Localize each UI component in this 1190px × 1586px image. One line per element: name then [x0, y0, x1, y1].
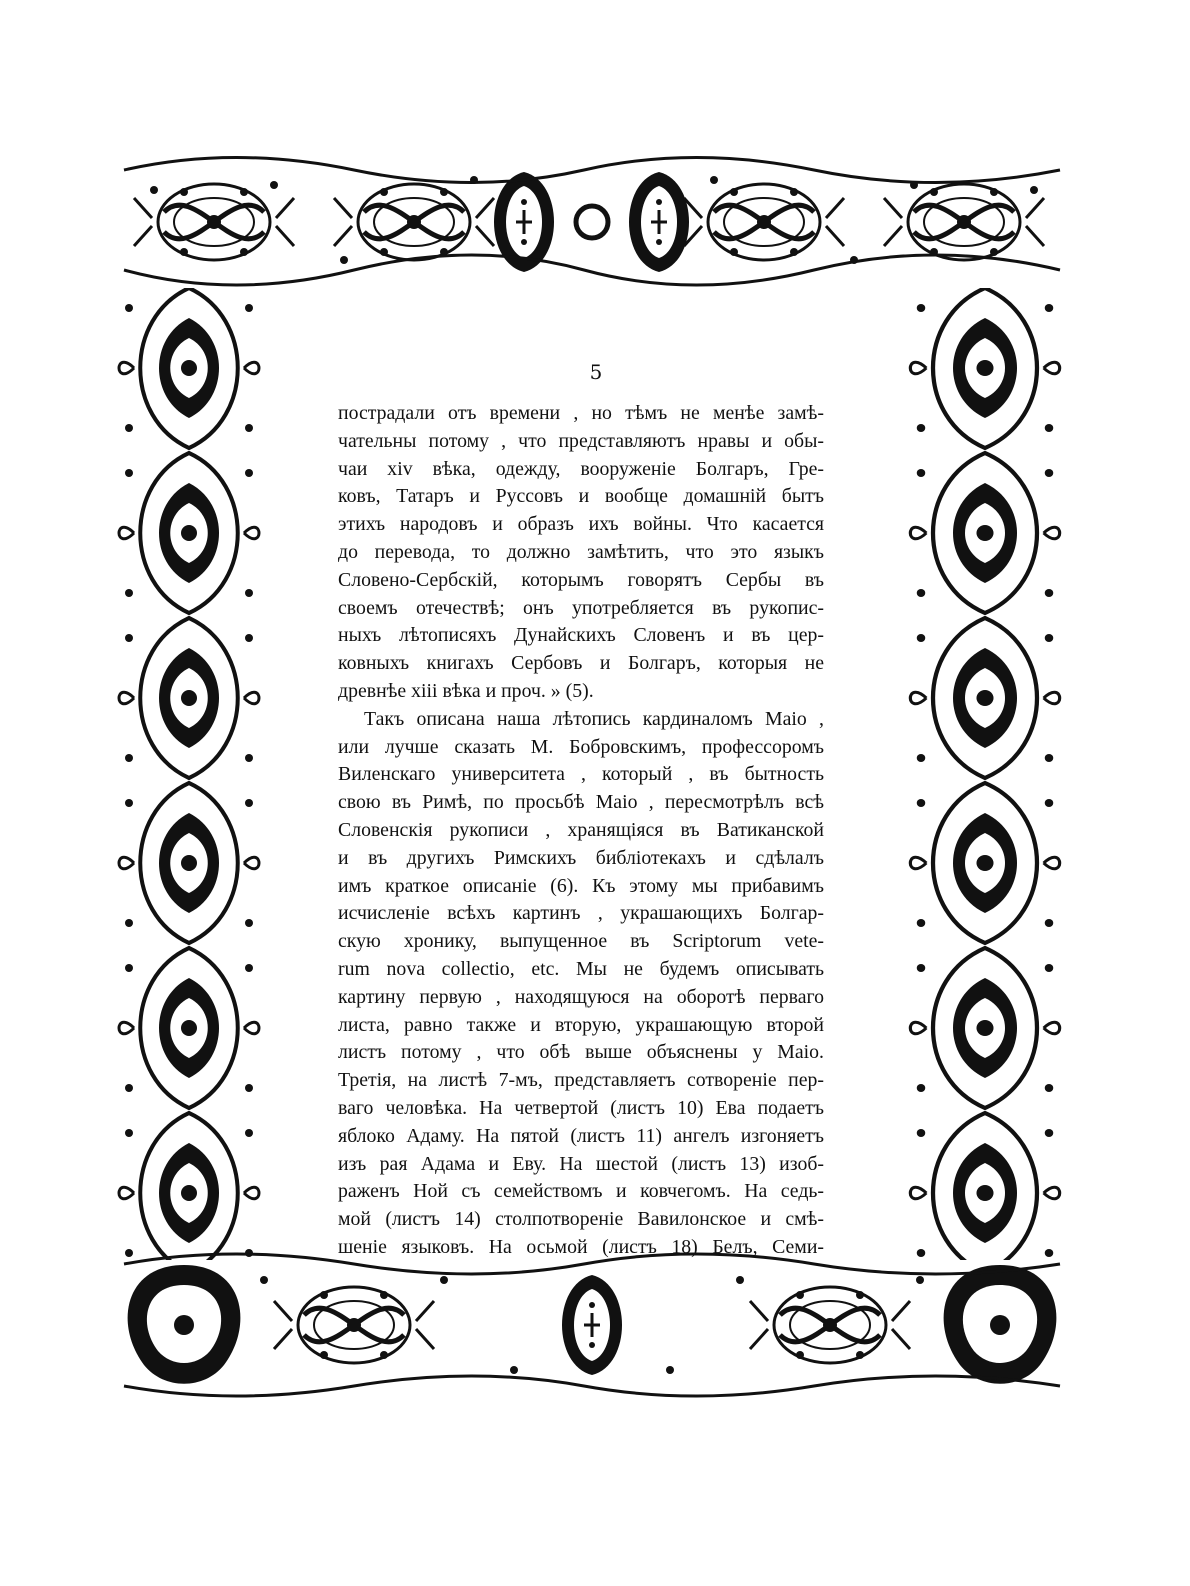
text-line: ваго человѣка. На четвертой (листъ 10) Ева подаетъ — [338, 1096, 824, 1119]
text-line: ковныхъ книгахъ Сербовъ и Болгаръ, которыя не — [338, 652, 824, 675]
text-line: ныхъ лѣтописяхъ Дунайскихъ Словенъ и въ цер- — [338, 624, 824, 647]
text-line: и въ другихъ Римскихъ библіотекахъ и сдѣлалъ — [338, 846, 824, 869]
text-line: свою въ Римѣ, по просьбѣ Маіо , пересмотрѣлъ всѣ — [338, 791, 824, 814]
text-line: до перевода, то должно замѣтить, что это языкъ — [338, 540, 824, 563]
text-line: пострадали отъ времени , но тѣмъ не менѣе замѣ- — [338, 402, 824, 424]
body-text — [338, 400, 824, 1262]
text-line: древнѣе xiii вѣка и проч. » (5). — [338, 679, 594, 702]
text-line: этихъ народовъ и образъ ихъ войны. Что касается — [338, 513, 824, 536]
left-ornament-drawing — [114, 288, 264, 1260]
text-line: изъ рая Адама и Еву. На шестой (листъ 13) изоб- — [338, 1152, 824, 1175]
text-line: rum nova collectio, etc. Мы не будемъ описывать — [338, 957, 824, 980]
text-line: картину первую , находящуюся на оборотѣ перваго — [338, 985, 824, 1008]
top-ornament-frieze — [114, 150, 1070, 298]
text-line: чательны потому , что представляютъ нравы и обы- — [338, 429, 824, 452]
text-line: Словенскія рукописи , хранящіяся въ Ватиканской — [338, 818, 824, 841]
text-line: Виленскаго университета , который , въ бытность — [338, 763, 824, 786]
bottom-ornament-frieze — [114, 1250, 1070, 1400]
text-line: яблоко Адаму. На пятой (листъ 11) ангелъ изгоняетъ — [338, 1124, 824, 1147]
text-line: листа, равно также и вторую, украшающую второй — [338, 1013, 824, 1036]
text-line: раженъ Ной съ семействомъ и ковчегомъ. На седь- — [338, 1180, 824, 1203]
top-ornament-drawing — [114, 150, 1070, 298]
right-ornament-drawing — [905, 288, 1065, 1260]
text-line: мой (листъ 14) столпотвореніе Вавилонское и смѣ- — [338, 1208, 824, 1231]
text-line: своемъ отечествѣ; онъ употребляется въ рукопис- — [338, 596, 824, 619]
text-line: листъ потому , что обѣ выше объяснены у Маіо. — [338, 1041, 824, 1064]
text-line: чаи xiv вѣка, одежду, вооруженіе Болгаръ, Гре- — [338, 457, 824, 480]
text-line: исчисленіе всѣхъ картинъ , украшающихъ Болгар- — [338, 902, 824, 925]
page-number: 5 — [589, 360, 603, 384]
left-ornament-column — [114, 288, 264, 1260]
bottom-ornament-drawing — [114, 1250, 1070, 1400]
text-line: или лучше сказать М. Бобровскимъ, профессоромъ — [338, 735, 824, 758]
text-line: Третія, на листѣ 7-мъ, представляетъ сотвореніе пер- — [338, 1069, 824, 1092]
text-line: шеніе языковъ. На осьмой (листъ 18) Белъ, Семи- — [338, 1235, 824, 1258]
text-line: Словено-Сербскій, которымъ говорятъ Сербы въ — [338, 568, 824, 591]
text-line: скую хронику, выпущенное въ Scriptorum vete- — [338, 930, 824, 953]
text-line: имъ краткое описаніе (6). Къ этому мы прибавимъ — [338, 874, 824, 897]
text-line: Такъ описана наша лѣтопись кардиналомъ Маіо , — [364, 707, 824, 730]
right-ornament-column — [905, 288, 1065, 1260]
text-line: ковъ, Татаръ и Руссовъ и вообще домашній бытъ — [338, 485, 824, 508]
